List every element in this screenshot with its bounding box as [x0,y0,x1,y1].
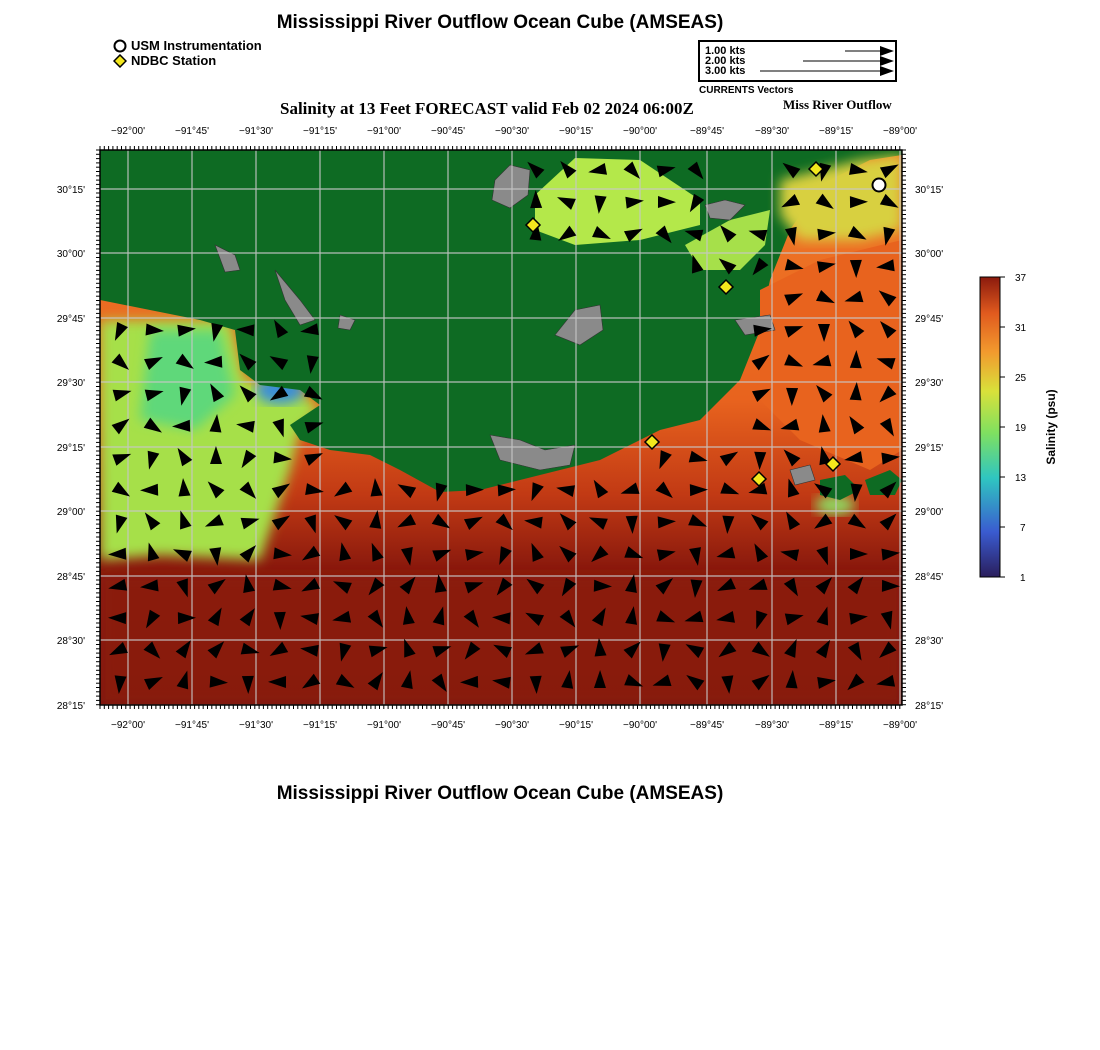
legend-ndbc-label: NDBC Station [131,53,217,68]
usm-instrument-marker[interactable] [873,179,886,192]
page-title: Mississippi River Outflow Ocean Cube (AMSEAS) [276,12,724,33]
lat-tick-left-8: 28°30' [56,636,85,647]
lat-tick-right-3: 29°45' [915,314,944,325]
currents-key-label-1: 1.00 kts [705,45,746,57]
lon-tick-bottom-12: −89°15' [819,720,853,731]
lon-tick-top-4: −91°15' [303,126,337,137]
salinity-colorbar [980,273,1058,584]
lon-tick-bottom-8: −90°15' [559,720,593,731]
colorbar-tick-25: 25 [1015,373,1027,384]
currents-key-label-2: 2.00 kts [705,55,746,67]
lon-tick-bottom-3: −91°30' [239,720,273,731]
lon-tick-top-13: −89°00' [883,126,917,137]
colorbar-title: Salinity (psu) [1044,389,1058,465]
lat-tick-right-6: 29°00' [915,507,944,518]
lat-labels-left [57,185,85,712]
lat-tick-left-4: 29°30' [56,378,85,389]
lon-tick-top-3: −91°30' [239,126,273,137]
lon-tick-top-9: −90°00' [623,126,657,137]
lon-tick-top-2: −91°45' [175,126,209,137]
lat-tick-right-5: 29°15' [915,443,944,454]
map-title: Salinity at 13 Feet FORECAST valid Feb 02 2024 06:00Z [280,99,694,118]
lat-tick-left-5: 29°15' [56,443,85,454]
lon-tick-bottom-2: −91°45' [175,720,209,731]
currents-key-label-3: 3.00 kts [705,65,746,77]
lat-tick-left-7: 28°45' [56,572,85,583]
lat-tick-right-2: 30°00' [915,249,944,260]
map-subtitle: Miss River Outflow [783,97,892,112]
map-field [100,150,902,705]
page-title-repeat: Mississippi River Outflow Ocean Cube (AMSEAS) [276,783,724,804]
legend-usm-label: USM Instrumentation [131,38,262,53]
colorbar-tick-1: 1 [1020,573,1026,584]
colorbar-tick-37: 37 [1015,273,1027,284]
lat-tick-left-2: 30°00' [56,249,85,260]
lat-tick-right-8: 28°30' [915,636,944,647]
lon-labels-bottom [111,720,917,731]
colorbar-tick-7: 7 [1020,523,1026,534]
lat-tick-left-1: 30°15' [56,185,85,196]
lon-tick-bottom-10: −89°45' [690,720,724,731]
colorbar-scale [980,277,1000,577]
colorbar-tick-31: 31 [1015,323,1027,334]
lat-tick-right-9: 28°15' [915,701,944,712]
lon-tick-bottom-13: −89°00' [883,720,917,731]
lon-tick-top-8: −90°15' [559,126,593,137]
lon-tick-top-1: −92°00' [111,126,145,137]
lon-tick-top-5: −91°00' [367,126,401,137]
lon-tick-top-7: −90°30' [495,126,529,137]
colorbar-tick-13: 13 [1015,473,1027,484]
lat-tick-right-1: 30°15' [915,185,944,196]
lat-tick-right-7: 28°45' [915,572,944,583]
lat-tick-right-4: 29°30' [915,378,944,389]
colorbar-tick-19: 19 [1015,423,1027,434]
currents-caption: CURRENTS Vectors [699,85,794,96]
lon-tick-bottom-7: −90°30' [495,720,529,731]
lon-tick-top-12: −89°15' [819,126,853,137]
lon-tick-bottom-6: −90°45' [431,720,465,731]
lon-tick-top-11: −89°30' [755,126,789,137]
lon-tick-bottom-5: −91°00' [367,720,401,731]
lat-tick-left-3: 29°45' [56,314,85,325]
lon-tick-bottom-11: −89°30' [755,720,789,731]
lon-tick-bottom-4: −91°15' [303,720,337,731]
lat-tick-left-6: 29°00' [56,507,85,518]
lat-labels-right [915,185,943,712]
lon-tick-top-10: −89°45' [690,126,724,137]
lon-labels-top [111,126,917,137]
lon-tick-bottom-1: −92°00' [111,720,145,731]
lat-tick-left-9: 28°15' [56,701,85,712]
lon-tick-bottom-9: −90°00' [623,720,657,731]
lon-tick-top-6: −90°45' [431,126,465,137]
